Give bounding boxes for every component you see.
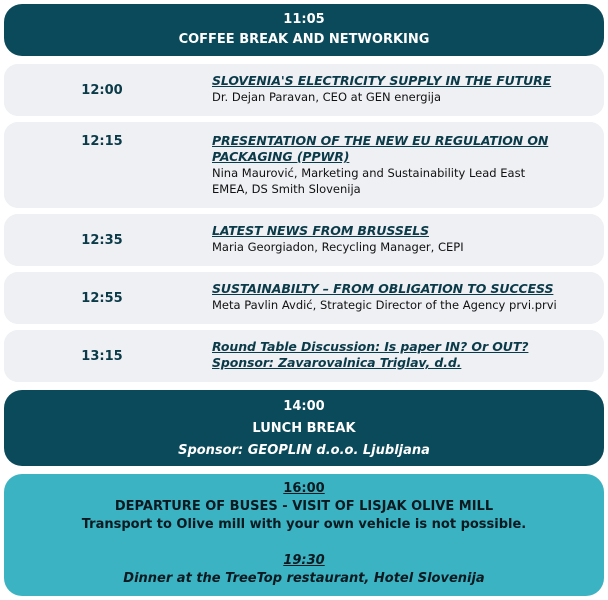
departure-time: 16:00 (283, 481, 325, 496)
session-row (4, 122, 604, 208)
session-speaker: Nina Maurović, Marketing and Sustainability Lead East EMEA, DS Smith Slovenija (212, 166, 526, 196)
coffee-break-band (4, 4, 604, 56)
session-time: 12:35 (4, 214, 200, 266)
session-time: 12:00 (4, 64, 200, 116)
session-content (204, 64, 604, 116)
spacer (4, 534, 604, 552)
dinner-time: 19:30 (283, 553, 325, 568)
coffee-break-title: COFFEE BREAK AND NETWORKING (178, 32, 430, 47)
session-row (4, 272, 604, 324)
lunch-break-time: 14:00 (283, 399, 325, 414)
session-title-link[interactable]: SLOVENIA'S ELECTRICITY SUPPLY IN THE FUTURE (212, 73, 552, 88)
session-speaker: Meta Pavlin Avdić, Strategic Director of the Agency prvi.prvi (212, 298, 557, 312)
session-time: 13:15 (4, 330, 200, 382)
session-sponsor-link[interactable]: Sponsor: Zavarovalnica Triglav, d.d. (212, 355, 462, 370)
session-speaker: Maria Georgiadon, Recycling Manager, CEPI (212, 240, 464, 254)
session-content (204, 214, 604, 266)
session-time: 12:15 (4, 122, 200, 208)
session-title-link[interactable]: PRESENTATION OF THE NEW EU REGULATION ON PACKAGING (PPWR) (212, 133, 549, 164)
dinner-title: Dinner at the TreeTop restaurant, Hotel Slovenija (123, 571, 485, 586)
lunch-break-band (4, 390, 604, 466)
departure-note: Transport to Olive mill with your own vehicle is not possible. (81, 517, 527, 532)
session-speaker: Dr. Dejan Paravan, CEO at GEN energija (212, 90, 442, 104)
session-title-link[interactable]: SUSTAINABILTY – FROM OBLIGATION TO SUCCESS (212, 281, 554, 296)
session-row (4, 330, 604, 382)
session-content (204, 272, 604, 324)
session-content (204, 122, 604, 208)
session-time: 12:55 (4, 272, 200, 324)
session-row (4, 64, 604, 116)
departure-title: DEPARTURE OF BUSES - VISIT OF LISJAK OLIVE MILL (114, 499, 494, 514)
session-title-link[interactable]: Round Table Discussion: Is paper IN? Or OUT? (212, 339, 529, 354)
lunch-break-sponsor: Sponsor: GEOPLIN d.o.o. Ljubljana (178, 443, 430, 458)
session-content (204, 330, 604, 382)
coffee-break-time: 11:05 (283, 12, 325, 27)
session-row (4, 214, 604, 266)
departure-band (4, 474, 604, 596)
session-title-link[interactable]: LATEST NEWS FROM BRUSSELS (212, 223, 429, 238)
lunch-break-title: LUNCH BREAK (252, 421, 356, 436)
